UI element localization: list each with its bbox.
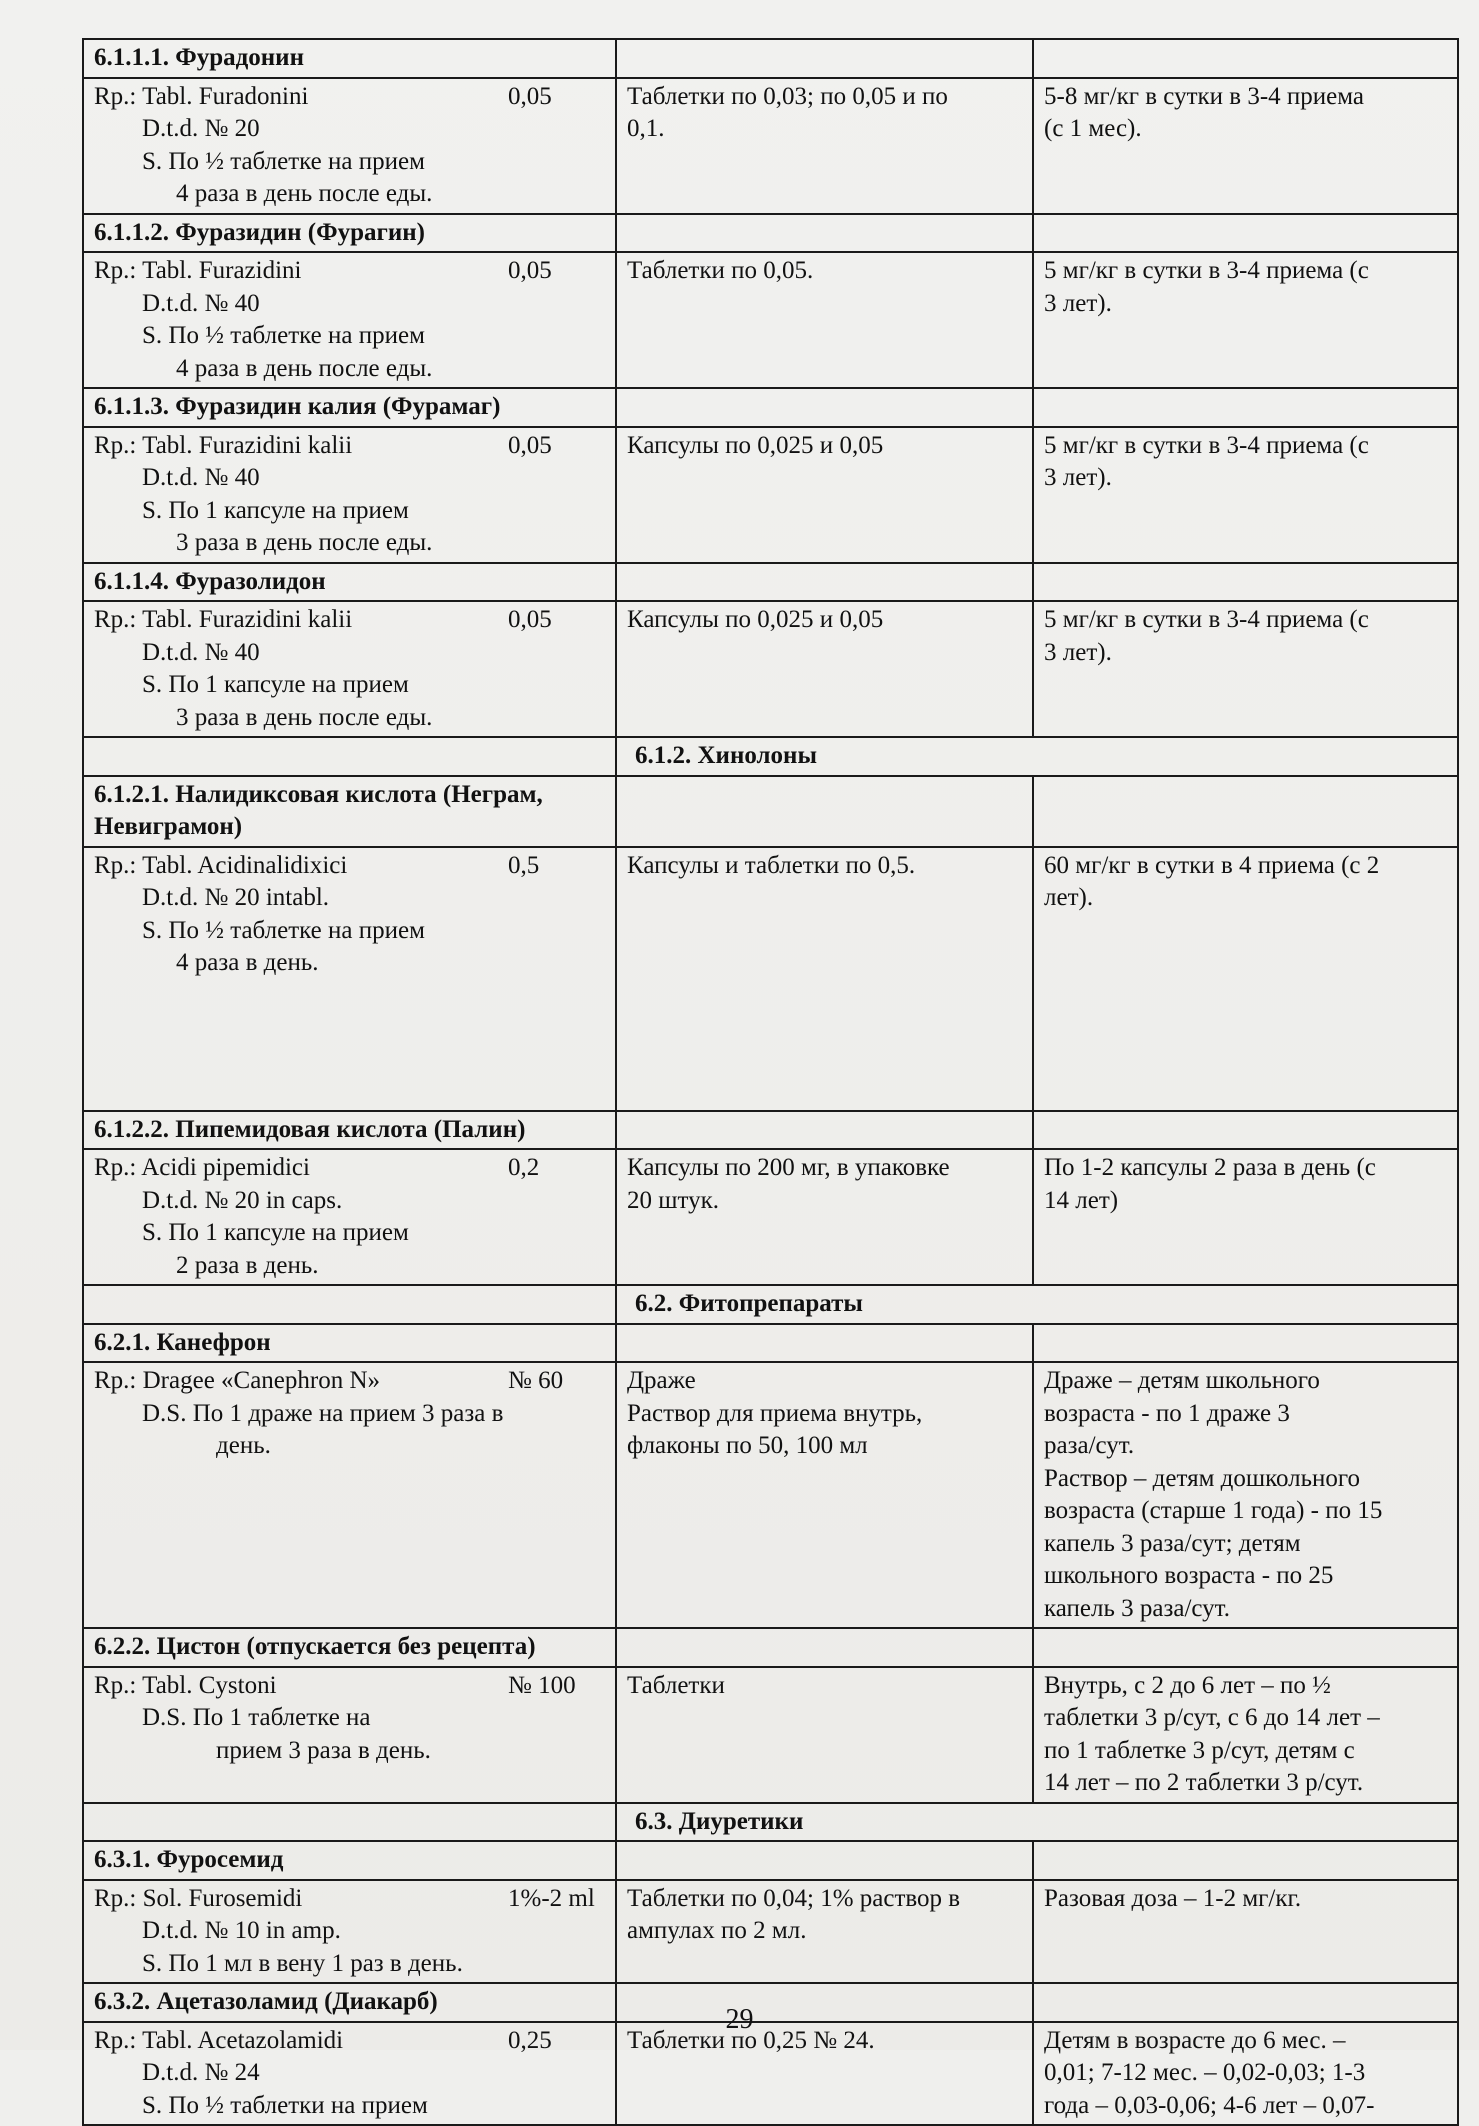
drug-heading: 6.3.2. Ацетазоламид (Диакарб) <box>83 1983 616 2022</box>
text-line: флаконы по 50, 100 мл <box>627 1432 868 1459</box>
dose-cell: 0,2 <box>498 1149 616 1285</box>
heading-row <box>83 1628 1458 1667</box>
text-line: D.t.d. № 20 in caps. <box>142 1186 343 1214</box>
text-line: 3 лет). <box>1044 638 1112 666</box>
form-cell <box>616 2022 1033 2126</box>
text-line: 20 штук. <box>627 1186 719 1214</box>
text-line: D.t.d. № 24 <box>142 2059 260 2086</box>
form-cell <box>616 1362 1033 1628</box>
recipe-cell <box>83 1149 498 1285</box>
text-line: Rp.: Tabl. Acetazolamidi <box>94 2026 344 2054</box>
text-line: По 1-2 капсулы 2 раза в день (с <box>1044 1154 1376 1181</box>
text-line: D.S. По 1 драже на прием 3 раза в <box>142 1399 504 1427</box>
recipe-cell <box>83 427 498 563</box>
empty-cell <box>616 776 1033 847</box>
text-line: D.t.d. № 40 <box>142 638 260 666</box>
recipe-cell <box>83 2022 498 2126</box>
form-cell <box>616 252 1033 388</box>
text-line: лет). <box>1044 884 1094 911</box>
heading-row <box>83 1111 1458 1150</box>
section-title: 6.2. Фитопрепараты <box>616 1285 1458 1324</box>
text-line: Таблетки по 0,03; по 0,05 и по <box>627 82 948 110</box>
section-row <box>83 1803 1458 1842</box>
text-line: D.S. По 1 таблетке на <box>142 1704 371 1731</box>
usage-cell <box>1033 1880 1458 1984</box>
text-line: Rp.: Tabl. Cystoni <box>94 1671 277 1699</box>
empty-cell <box>616 563 1033 602</box>
text-line: Rp.: Tabl. Furazidini <box>94 257 302 284</box>
table-row <box>83 1362 1458 1628</box>
dose-cell: 0,05 <box>498 252 616 388</box>
text-line: Таблетки по 0,04; 1% раствор в <box>627 1884 961 1912</box>
drug-heading: 6.1.1.4. Фуразолидон <box>83 563 616 602</box>
text-line: S. По 1 капсуле на прием <box>142 1219 409 1246</box>
usage-cell <box>1033 1149 1458 1285</box>
drug-heading: 6.1.1.1. Фурадонин <box>83 39 616 78</box>
recipe-cell <box>83 1362 504 1628</box>
recipe-cell <box>83 78 498 214</box>
text-line: Rp.: Tabl. Furadonini <box>94 82 309 110</box>
text-line: Таблетки по 0,25 № 24. <box>627 2026 875 2054</box>
text-line: 14 лет) <box>1044 1186 1119 1214</box>
recipe-cell <box>83 601 498 737</box>
drug-heading: 6.2.1. Канефрон <box>83 1324 616 1363</box>
table-row <box>83 78 1458 214</box>
dose-cell: 0,25 <box>498 2022 616 2126</box>
drug-heading: 6.2.2. Цистон (отпускается без рецепта) <box>83 1628 616 1667</box>
empty-cell <box>83 1285 616 1324</box>
heading-row <box>83 39 1458 78</box>
text-line: D.t.d. № 40 <box>142 464 260 491</box>
recipe-cell <box>83 1880 498 1984</box>
drug-heading: 6.1.2.2. Пипемидовая кислота (Палин) <box>83 1111 616 1150</box>
text-line: Детям в возрасте до 6 мес. – <box>1044 2026 1346 2054</box>
empty-cell <box>1033 1628 1458 1667</box>
text-line: 2 раза в день. <box>176 1251 319 1279</box>
text-line: по 1 таблетке 3 р/сут, детям с <box>1044 1736 1355 1764</box>
text-line: Таблетки <box>627 1671 725 1699</box>
text-line: 5 мг/кг в сутки в 3-4 приема (с <box>1044 606 1369 633</box>
recipe-cell <box>83 252 498 388</box>
text-line: 60 мг/кг в сутки в 4 приема (с 2 <box>1044 851 1380 879</box>
empty-cell <box>83 737 616 776</box>
table-row <box>83 427 1458 563</box>
text-line: Разовая доза – 1-2 мг/кг. <box>1044 1884 1302 1912</box>
drug-heading: 6.1.1.3. Фуразидин калия (Фурамаг) <box>83 388 616 427</box>
empty-cell <box>1033 39 1458 78</box>
empty-cell <box>1033 1841 1458 1880</box>
empty-cell <box>83 1803 616 1842</box>
text-line: S. По ½ таблетке на прием <box>142 916 425 944</box>
text-line: Rp.: Acidi pipemidici <box>94 1154 310 1181</box>
table-row <box>83 601 1458 737</box>
empty-cell <box>616 388 1033 427</box>
heading-row <box>83 1324 1458 1363</box>
text-line: день. <box>216 1432 271 1459</box>
recipe-cell <box>83 1667 498 1803</box>
text-line: раза/сут. <box>1044 1432 1135 1459</box>
dose-cell: 0,05 <box>498 78 616 214</box>
heading-row <box>83 776 1458 847</box>
heading-row <box>83 388 1458 427</box>
table-row <box>83 2022 1458 2126</box>
text-line: Таблетки по 0,05. <box>627 257 814 284</box>
section-row <box>83 737 1458 776</box>
text-line: D.t.d. № 20 intabl. <box>142 884 330 911</box>
dose-cell: 1%-2 ml <box>498 1880 616 1984</box>
empty-cell <box>1033 1111 1458 1150</box>
table-row <box>83 847 1458 1111</box>
dose-cell: 0,05 <box>498 601 616 737</box>
usage-cell <box>1033 252 1458 388</box>
recipe-cell <box>83 847 498 1111</box>
dose-cell: 0,5 <box>498 847 616 1111</box>
usage-cell <box>1033 1362 1458 1628</box>
empty-cell <box>1033 563 1458 602</box>
text-line: 3 лет). <box>1044 289 1112 317</box>
dose-cell: 0,05 <box>498 427 616 563</box>
form-cell <box>616 78 1033 214</box>
table-row <box>83 1880 1458 1984</box>
text-line: 0,1. <box>627 115 665 142</box>
text-line: 14 лет – по 2 таблетки 3 р/сут. <box>1044 1769 1364 1796</box>
heading-row <box>83 1841 1458 1880</box>
drug-heading: 6.1.2.1. Налидиксовая кислота (Неграм, Невиграмон) <box>83 776 616 847</box>
usage-cell <box>1033 601 1458 737</box>
text-line: S. По 1 мл в вену 1 раз в день. <box>142 1949 463 1977</box>
text-line: Раствор – детям дошкольного <box>1044 1464 1361 1492</box>
text-line: (с 1 мес). <box>1044 115 1142 142</box>
heading-row <box>83 563 1458 602</box>
empty-cell <box>616 1628 1033 1667</box>
text-line: Капсулы по 0,025 и 0,05 <box>627 606 884 633</box>
text-line: года – 0,03-0,06; 4-6 лет – 0,07- <box>1044 2091 1375 2119</box>
text-line: Капсулы по 0,025 и 0,05 <box>627 431 884 459</box>
text-line: Rp.: Tabl. Furazidini kalii <box>94 606 353 633</box>
text-line: S. По ½ таблетки на прием <box>142 2091 428 2119</box>
text-line: 3 лет). <box>1044 464 1112 491</box>
text-line: S. По ½ таблетке на прием <box>142 147 425 175</box>
text-line: D.t.d. № 20 <box>142 115 260 142</box>
text-line: Капсулы и таблетки по 0,5. <box>627 851 916 879</box>
text-line: 3 раза в день после еды. <box>176 529 433 556</box>
text-line: 3 раза в день после еды. <box>176 703 433 731</box>
text-line: Rp.: Dragee «Canephron N» <box>94 1367 381 1394</box>
text-line: 4 раза в день после еды. <box>176 354 433 382</box>
dose-cell: № 100 <box>498 1667 616 1803</box>
empty-cell <box>616 214 1033 253</box>
text-line: ампулах по 2 мл. <box>627 1917 807 1944</box>
table-row <box>83 1149 1458 1285</box>
text-line: Rp.: Tabl. Furazidini kalii <box>94 431 353 459</box>
text-line: 4 раза в день. <box>176 949 319 976</box>
form-cell <box>616 601 1033 737</box>
text-line: Внутрь, с 2 до 6 лет – по ½ <box>1044 1671 1331 1699</box>
table-row <box>83 252 1458 388</box>
empty-cell <box>616 1111 1033 1150</box>
table-row <box>83 1667 1458 1803</box>
empty-cell <box>616 1324 1033 1363</box>
text-line: 4 раза в день после еды. <box>176 180 433 207</box>
text-line: капель 3 раза/сут. <box>1044 1594 1230 1622</box>
dose-cell: № 60 <box>498 1362 616 1628</box>
usage-cell <box>1033 427 1458 563</box>
text-line: таблетки 3 р/сут, с 6 до 14 лет – <box>1044 1704 1380 1731</box>
text-line: S. По ½ таблетке на прием <box>142 322 425 349</box>
usage-cell <box>1033 78 1458 214</box>
text-line: возраста - по 1 драже 3 <box>1044 1399 1290 1427</box>
text-line: Драже – детям школьного <box>1044 1367 1320 1394</box>
text-line: Rp.: Tabl. Acidinalidixici <box>94 851 348 879</box>
usage-cell <box>1033 1667 1458 1803</box>
empty-cell <box>616 1841 1033 1880</box>
text-line: Капсулы по 200 мг, в упаковке <box>627 1154 950 1181</box>
form-cell <box>616 1149 1033 1285</box>
drug-heading: 6.3.1. Фуросемид <box>83 1841 616 1880</box>
text-line: 5 мг/кг в сутки в 3-4 приема (с <box>1044 431 1369 459</box>
prescription-table <box>82 38 1459 2126</box>
empty-cell <box>1033 388 1458 427</box>
empty-cell <box>616 39 1033 78</box>
text-line: Раствор для приема внутрь, <box>627 1399 923 1427</box>
heading-row <box>83 214 1458 253</box>
section-title: 6.1.2. Хинолоны <box>616 737 1458 776</box>
text-line: D.t.d. № 10 in amp. <box>142 1917 341 1944</box>
text-line: прием 3 раза в день. <box>216 1736 431 1764</box>
text-line: Драже <box>627 1367 696 1394</box>
text-line: капель 3 раза/сут; детям <box>1044 1529 1301 1557</box>
usage-cell <box>1033 2022 1458 2126</box>
text-line: D.t.d. № 40 <box>142 289 260 317</box>
drug-heading: 6.1.1.2. Фуразидин (Фурагин) <box>83 214 616 253</box>
text-line: S. По 1 капсуле на прием <box>142 671 409 698</box>
empty-cell <box>1033 214 1458 253</box>
empty-cell <box>1033 776 1458 847</box>
usage-cell <box>1033 847 1458 1111</box>
form-cell <box>616 1667 1033 1803</box>
text-line: S. По 1 капсуле на прием <box>142 496 409 524</box>
form-cell <box>616 847 1033 1111</box>
text-line: школьного возраста - по 25 <box>1044 1562 1334 1589</box>
section-row <box>83 1285 1458 1324</box>
form-cell <box>616 427 1033 563</box>
section-title: 6.3. Диуретики <box>616 1803 1458 1842</box>
empty-cell <box>1033 1324 1458 1363</box>
text-line: возраста (старше 1 года) - по 15 <box>1044 1497 1383 1524</box>
page-number: 29 <box>725 2004 754 2035</box>
text-line: 5 мг/кг в сутки в 3-4 приема (с <box>1044 257 1369 284</box>
text-line: 0,01; 7-12 мес. – 0,02-0,03; 1-3 <box>1044 2059 1366 2086</box>
form-cell <box>616 1880 1033 1984</box>
text-line: 5-8 мг/кг в сутки в 3-4 приема <box>1044 82 1364 110</box>
text-line: Rp.: Sol. Furosemidi <box>94 1884 303 1912</box>
